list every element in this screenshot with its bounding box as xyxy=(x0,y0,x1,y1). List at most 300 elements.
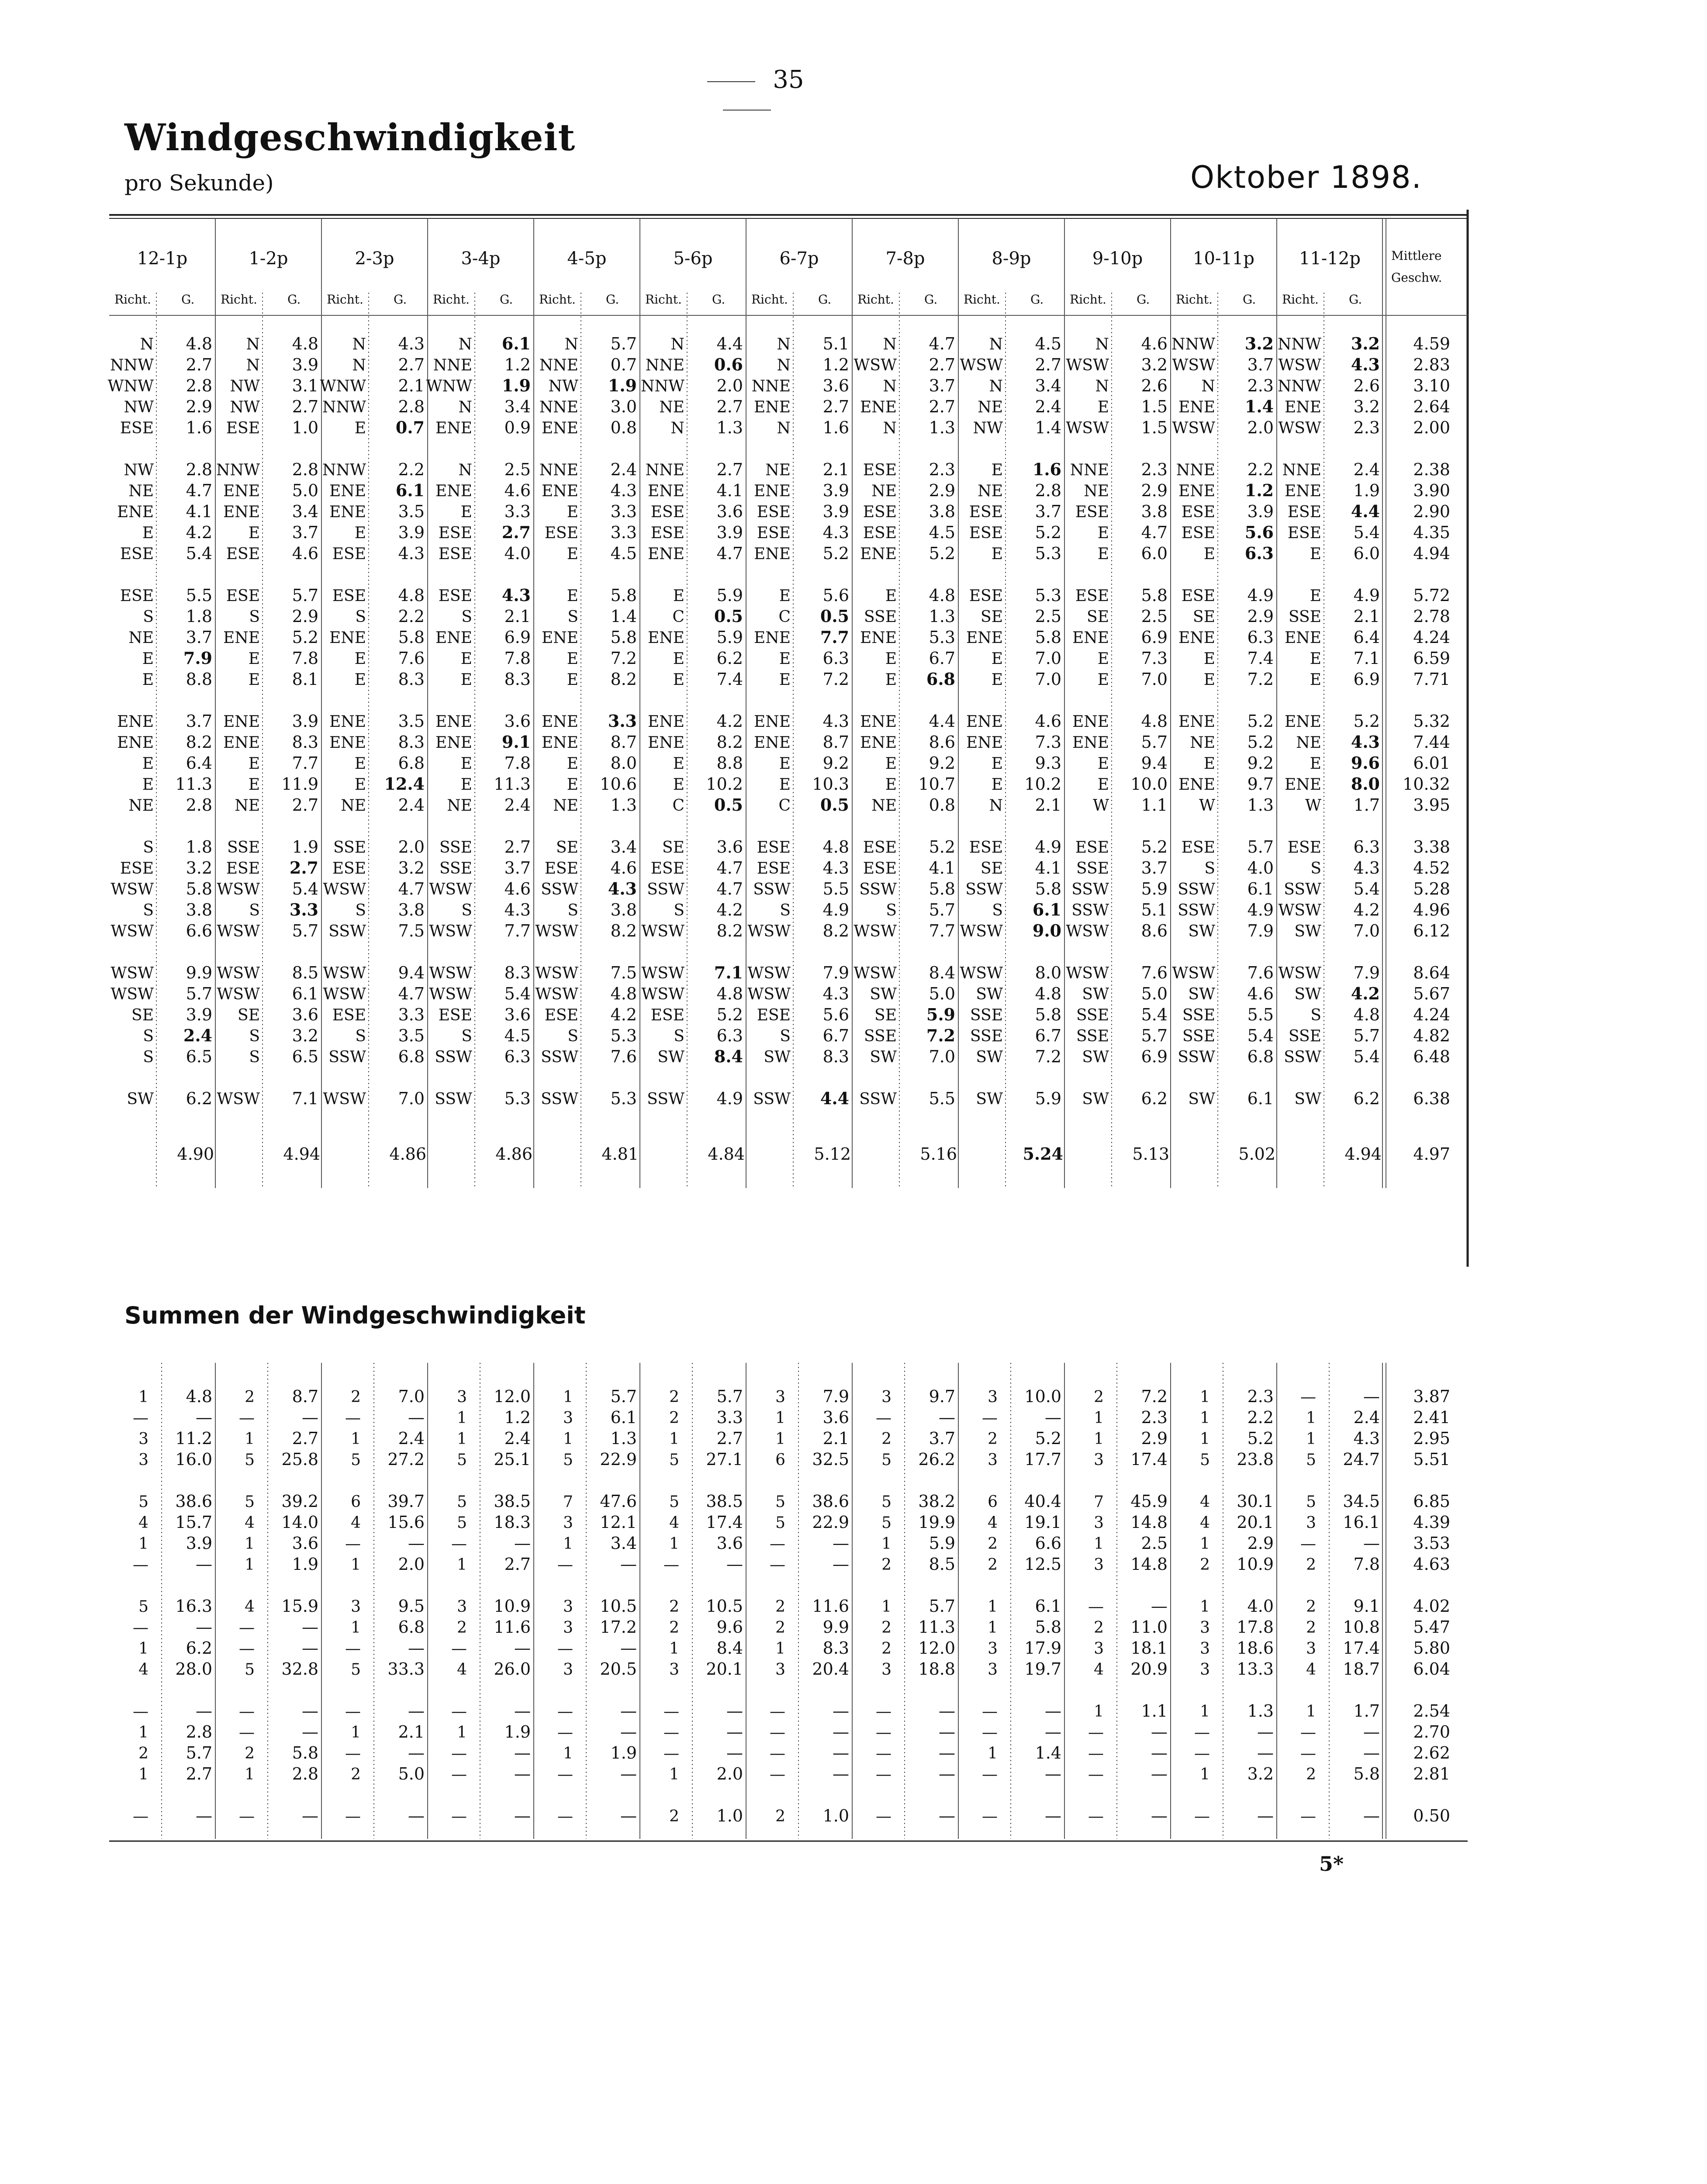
speed-cell: 1.2 xyxy=(1244,480,1274,500)
speed-cell: 8.6 xyxy=(1141,921,1168,940)
count-cell: — xyxy=(451,1766,467,1783)
direction-cell: ESE xyxy=(120,587,154,605)
direction-cell: ENE xyxy=(1284,482,1321,500)
count-cell: 2 xyxy=(775,1619,785,1637)
speed-cell: 2.0 xyxy=(1247,418,1274,437)
count-cell: 1 xyxy=(245,1556,255,1574)
direction-cell: ENE xyxy=(1178,398,1215,416)
speed-cell: 5.4 xyxy=(186,544,212,563)
speed-cell: 5.1 xyxy=(822,334,849,353)
speed-cell: 1.8 xyxy=(186,837,212,857)
count-cell: — xyxy=(133,1409,149,1427)
count-cell: — xyxy=(663,1703,679,1721)
speed-cell: 11.3 xyxy=(494,774,531,794)
direction-cell: ESE xyxy=(120,860,154,878)
speed-cell: 5.8 xyxy=(1035,1005,1061,1024)
direction-cell: E xyxy=(354,524,366,542)
count-cell: 1 xyxy=(351,1430,361,1448)
richt-header: Richt. xyxy=(1070,292,1106,307)
direction-cell: WSW xyxy=(747,923,791,940)
speed-cell: 7.5 xyxy=(398,921,425,940)
count-cell: — xyxy=(663,1745,679,1762)
direction-cell: E xyxy=(567,671,578,689)
count-cell: 2 xyxy=(669,1619,679,1637)
direction-cell: E xyxy=(567,755,578,773)
row-mean: 6.04 xyxy=(1413,1659,1450,1679)
direction-cell: SE xyxy=(981,860,1003,878)
sum-cell: — xyxy=(408,1534,425,1553)
count-cell: — xyxy=(770,1703,785,1721)
count-cell: 5 xyxy=(351,1451,361,1469)
count-cell: 4 xyxy=(669,1514,679,1532)
count-cell: 3 xyxy=(563,1619,573,1637)
direction-cell: ESE xyxy=(969,839,1003,857)
direction-cell: NE xyxy=(1084,482,1109,500)
speed-cell: 3.4 xyxy=(610,837,637,857)
count-cell: — xyxy=(133,1703,149,1721)
count-cell: — xyxy=(557,1703,573,1721)
speed-cell: 1.5 xyxy=(1141,418,1168,437)
direction-cell: ESE xyxy=(969,587,1003,605)
hour-header: 11-12p xyxy=(1299,249,1361,269)
count-cell: 2 xyxy=(988,1556,998,1574)
speed-cell: 6.3 xyxy=(822,649,849,668)
direction-cell: SE xyxy=(1193,608,1215,626)
direction-cell: ESE xyxy=(438,587,472,605)
direction-cell: NNW xyxy=(322,398,366,416)
row-mean: 6.01 xyxy=(1413,753,1450,773)
sum-cell: 10.9 xyxy=(1237,1555,1274,1574)
speed-cell: 3.6 xyxy=(504,712,531,731)
sum-cell: 3.9 xyxy=(186,1534,212,1553)
speed-cell: 4.7 xyxy=(716,544,743,563)
speed-cell: 2.9 xyxy=(1247,607,1274,626)
speed-cell: 6.4 xyxy=(186,753,212,773)
speed-cell: 6.3 xyxy=(716,1026,743,1045)
sum-cell: — xyxy=(514,1638,531,1658)
direction-cell: N xyxy=(777,356,791,374)
speed-cell: 3.4 xyxy=(504,397,531,416)
speed-cell: 3.2 xyxy=(1141,355,1168,374)
page-title: Windgeschwindigkeit xyxy=(124,116,576,159)
direction-cell: ESE xyxy=(1075,503,1109,521)
sum-cell: 9.5 xyxy=(398,1597,425,1616)
direction-cell: E xyxy=(142,650,154,668)
direction-cell: C xyxy=(778,797,791,815)
count-cell: 5 xyxy=(138,1493,149,1511)
count-cell: 1 xyxy=(1094,1409,1104,1427)
sum-cell: — xyxy=(408,1743,425,1762)
speed-cell: 7.0 xyxy=(1353,921,1380,940)
sum-cell: — xyxy=(514,1743,531,1762)
sum-cell: — xyxy=(514,1534,531,1553)
speed-cell: 6.1 xyxy=(501,334,531,353)
speed-cell: 4.3 xyxy=(822,984,849,1003)
count-cell: 2 xyxy=(881,1640,892,1658)
g-header: G. xyxy=(712,292,726,307)
direction-cell: S xyxy=(780,902,791,919)
sum-cell: 19.1 xyxy=(1024,1513,1061,1532)
column-mean: 4.81 xyxy=(601,1144,639,1164)
speed-cell: 1.7 xyxy=(1353,795,1380,815)
sum-cell: 19.7 xyxy=(1024,1659,1061,1679)
speed-cell: 3.2 xyxy=(1351,334,1380,353)
direction-cell: N xyxy=(352,335,366,353)
sum-cell: 14.8 xyxy=(1130,1513,1168,1532)
direction-cell: ENE xyxy=(860,629,897,647)
speed-cell: 9.0 xyxy=(1032,921,1061,940)
direction-cell: ENE xyxy=(223,734,260,752)
count-cell: 5 xyxy=(881,1451,892,1469)
speed-cell: 9.9 xyxy=(186,963,212,982)
speed-cell: 6.3 xyxy=(504,1047,531,1066)
count-cell: — xyxy=(239,1409,255,1427)
direction-cell: SE xyxy=(662,839,684,857)
speed-cell: 6.4 xyxy=(1353,628,1380,647)
count-cell: 3 xyxy=(1094,1451,1104,1469)
count-cell: 1 xyxy=(1200,1598,1210,1616)
direction-cell: E xyxy=(1097,524,1109,542)
row-mean: 2.90 xyxy=(1413,502,1450,521)
speed-cell: 2.1 xyxy=(1035,795,1061,815)
direction-cell: ENE xyxy=(329,503,366,521)
direction-cell: N xyxy=(1095,377,1109,395)
speed-cell: 5.6 xyxy=(1244,522,1274,542)
speed-cell: 5.9 xyxy=(1141,879,1168,898)
direction-cell: SW xyxy=(764,1048,791,1066)
speed-cell: 8.4 xyxy=(714,1047,743,1066)
sum-cell: 2.7 xyxy=(186,1764,212,1783)
speed-cell: 7.9 xyxy=(183,648,212,668)
count-cell: 1 xyxy=(1094,1703,1104,1721)
direction-cell: NNW xyxy=(1277,377,1321,395)
speed-cell: 8.2 xyxy=(186,733,212,752)
direction-cell: NNW xyxy=(640,377,684,395)
sum-cell: 4.8 xyxy=(186,1387,212,1406)
row-mean: 2.41 xyxy=(1413,1408,1450,1427)
speed-cell: 4.6 xyxy=(1141,334,1168,353)
sum-cell: 11.6 xyxy=(812,1597,849,1616)
count-cell: — xyxy=(345,1640,361,1658)
direction-cell: ENE xyxy=(753,398,791,416)
count-cell: 5 xyxy=(457,1514,467,1532)
sum-cell: 38.5 xyxy=(706,1492,743,1511)
speed-cell: 4.7 xyxy=(929,334,955,353)
direction-cell: SE xyxy=(874,1006,897,1024)
direction-cell: ESE xyxy=(1287,839,1321,857)
direction-cell: ENE xyxy=(329,629,366,647)
speed-cell: 8.3 xyxy=(398,733,425,752)
speed-cell: 4.2 xyxy=(186,523,212,542)
count-cell: 2 xyxy=(457,1619,467,1637)
speed-cell: 7.7 xyxy=(292,753,318,773)
sum-cell: 1.7 xyxy=(1353,1701,1380,1721)
speed-cell: 4.4 xyxy=(929,712,955,731)
sum-cell: — xyxy=(726,1722,743,1742)
count-cell: 1 xyxy=(138,1766,149,1783)
count-cell: 3 xyxy=(1094,1514,1104,1532)
direction-cell: NE xyxy=(871,482,897,500)
speed-cell: 4.4 xyxy=(716,334,743,353)
count-cell: — xyxy=(133,1619,149,1637)
speed-cell: 0.5 xyxy=(714,606,743,626)
speed-cell: 4.9 xyxy=(1247,900,1274,919)
sum-cell: 40.4 xyxy=(1024,1492,1061,1511)
sum-cell: 11.0 xyxy=(1130,1617,1168,1637)
speed-cell: 7.4 xyxy=(1247,649,1274,668)
speed-cell: 6.8 xyxy=(1247,1047,1274,1066)
direction-cell: NNW xyxy=(216,461,260,479)
speed-cell: 2.7 xyxy=(398,355,425,374)
speed-cell: 3.7 xyxy=(504,858,531,878)
count-cell: — xyxy=(345,1409,361,1427)
speed-cell: 3.9 xyxy=(822,481,849,500)
direction-cell: E xyxy=(885,776,897,794)
sum-cell: — xyxy=(1363,1387,1380,1406)
speed-cell: 8.0 xyxy=(1351,774,1380,794)
speed-cell: 9.7 xyxy=(1247,774,1274,794)
speed-cell: 2.8 xyxy=(186,376,212,395)
direction-cell: WSW xyxy=(641,964,684,982)
speed-cell: 5.8 xyxy=(1141,586,1168,605)
count-cell: — xyxy=(876,1724,892,1742)
richt-header: Richt. xyxy=(857,292,894,307)
count-cell: — xyxy=(982,1409,998,1427)
speed-cell: 5.7 xyxy=(610,334,637,353)
sum-cell: — xyxy=(1363,1534,1380,1553)
speed-cell: 7.0 xyxy=(929,1047,955,1066)
speed-cell: 4.7 xyxy=(398,879,425,898)
g-header: G. xyxy=(1030,292,1044,307)
sum-cell: 6.8 xyxy=(398,1617,425,1637)
speed-cell: 6.1 xyxy=(1032,900,1061,919)
speed-cell: 6.5 xyxy=(292,1047,318,1066)
sum-cell: 22.9 xyxy=(812,1513,849,1532)
count-cell: 6 xyxy=(351,1493,361,1511)
speed-cell: 4.7 xyxy=(716,879,743,898)
direction-cell: SSW xyxy=(1071,902,1109,919)
count-cell: 3 xyxy=(563,1661,573,1679)
speed-cell: 6.0 xyxy=(1141,544,1168,563)
direction-cell: W xyxy=(1092,797,1109,815)
row-mean: 3.10 xyxy=(1413,376,1450,395)
direction-cell: E xyxy=(673,671,684,689)
speed-cell: 6.2 xyxy=(186,1089,212,1108)
sum-cell: 12.5 xyxy=(1024,1555,1061,1574)
speed-cell: 10.2 xyxy=(1024,774,1061,794)
speed-cell: 7.2 xyxy=(822,670,849,689)
direction-cell: WSW xyxy=(1278,902,1321,919)
speed-cell: 3.6 xyxy=(716,502,743,521)
direction-cell: E xyxy=(1097,545,1109,563)
speed-cell: 4.9 xyxy=(822,900,849,919)
count-cell: 2 xyxy=(245,1388,255,1406)
sum-cell: 17.9 xyxy=(1024,1638,1061,1658)
direction-cell: ENE xyxy=(647,713,684,731)
speed-cell: 5.2 xyxy=(1247,712,1274,731)
count-cell: — xyxy=(239,1619,255,1637)
sum-cell: 1.9 xyxy=(610,1743,637,1762)
sums-title: Summen der Windgeschwindigkeit xyxy=(124,1302,586,1329)
sum-cell: 17.7 xyxy=(1024,1450,1061,1469)
direction-cell: SSW xyxy=(1178,881,1215,898)
direction-cell: E xyxy=(1097,398,1109,416)
count-cell: 1 xyxy=(1200,1409,1210,1427)
speed-cell: 1.0 xyxy=(292,418,318,437)
speed-cell: 4.1 xyxy=(186,502,212,521)
speed-cell: 4.1 xyxy=(929,858,955,878)
speed-cell: 7.2 xyxy=(610,649,637,668)
speed-cell: 5.2 xyxy=(1035,523,1061,542)
speed-cell: 2.3 xyxy=(929,460,955,479)
count-cell: 3 xyxy=(563,1598,573,1616)
direction-cell: NW xyxy=(230,377,260,395)
sum-cell: 18.8 xyxy=(918,1659,955,1679)
count-cell: 3 xyxy=(457,1388,467,1406)
direction-cell: ESE xyxy=(757,860,791,878)
sum-cell: 3.2 xyxy=(1247,1764,1274,1783)
sum-cell: 38.6 xyxy=(175,1492,212,1511)
speed-cell: 4.3 xyxy=(1353,858,1380,878)
direction-cell: E xyxy=(991,776,1003,794)
count-cell: — xyxy=(451,1807,467,1825)
speed-cell: 1.3 xyxy=(610,795,637,815)
direction-cell: SSW xyxy=(435,1090,472,1108)
direction-cell: SSW xyxy=(859,1090,897,1108)
direction-cell: ENE xyxy=(753,629,791,647)
count-cell: 2 xyxy=(881,1430,892,1448)
direction-cell: E xyxy=(248,524,260,542)
speed-cell: 3.9 xyxy=(716,523,743,542)
sum-cell: 2.7 xyxy=(292,1429,318,1448)
direction-cell: ESE xyxy=(1075,839,1109,857)
sum-cell: 2.4 xyxy=(504,1429,531,1448)
speed-cell: 8.3 xyxy=(504,963,531,982)
speed-cell: 4.3 xyxy=(822,523,849,542)
speed-cell: 1.3 xyxy=(716,418,743,437)
count-cell: — xyxy=(451,1535,467,1553)
direction-cell: NE xyxy=(978,482,1003,500)
speed-cell: 1.4 xyxy=(1244,397,1274,416)
sum-cell: 5.8 xyxy=(292,1743,318,1762)
direction-cell: NE xyxy=(871,797,897,815)
speed-cell: 5.6 xyxy=(822,586,849,605)
direction-cell: WSW xyxy=(854,964,897,982)
direction-cell: S xyxy=(249,608,260,626)
speed-cell: 3.3 xyxy=(289,900,318,919)
richt-header: Richt. xyxy=(645,292,682,307)
count-cell: 3 xyxy=(1200,1661,1210,1679)
speed-cell: 8.5 xyxy=(292,963,318,982)
direction-cell: WSW xyxy=(1278,964,1321,982)
speed-cell: 5.8 xyxy=(398,628,425,647)
count-cell: 3 xyxy=(775,1388,785,1406)
speed-cell: 2.1 xyxy=(504,607,531,626)
direction-cell: E xyxy=(248,776,260,794)
count-cell: 1 xyxy=(1306,1430,1316,1448)
speed-cell: 4.3 xyxy=(501,585,531,605)
speed-cell: 6.7 xyxy=(822,1026,849,1045)
sum-cell: 1.9 xyxy=(292,1555,318,1574)
direction-cell: S xyxy=(461,608,472,626)
sum-cell: — xyxy=(1257,1722,1274,1742)
speed-cell: 2.4 xyxy=(183,1026,212,1045)
count-cell: — xyxy=(876,1745,892,1762)
count-cell: 5 xyxy=(245,1493,255,1511)
sum-cell: 2.1 xyxy=(398,1722,425,1742)
sum-cell: — xyxy=(196,1701,212,1721)
direction-cell: SE xyxy=(131,1006,154,1024)
direction-cell: N xyxy=(140,335,154,353)
speed-cell: 7.2 xyxy=(1247,670,1274,689)
sum-cell: — xyxy=(833,1722,849,1742)
row-mean: 3.87 xyxy=(1413,1387,1450,1406)
sum-cell: 5.0 xyxy=(398,1764,425,1783)
speed-cell: 5.8 xyxy=(1035,879,1061,898)
direction-cell: ESE xyxy=(1181,587,1215,605)
direction-cell: SW xyxy=(1294,1090,1321,1108)
direction-cell: ENE xyxy=(1178,776,1215,794)
speed-cell: 11.9 xyxy=(281,774,318,794)
direction-cell: ESE xyxy=(650,1006,684,1024)
count-cell: 3 xyxy=(138,1430,149,1448)
direction-cell: WNW xyxy=(107,377,154,395)
count-cell: — xyxy=(451,1640,467,1658)
speed-cell: 2.7 xyxy=(929,355,955,374)
speed-cell: 5.4 xyxy=(1353,523,1380,542)
direction-cell: E xyxy=(1097,776,1109,794)
sum-cell: 5.9 xyxy=(929,1534,955,1553)
speed-cell: 6.2 xyxy=(1353,1089,1380,1108)
sum-cell: — xyxy=(833,1743,849,1762)
direction-cell: ENE xyxy=(223,713,260,731)
richt-header: Richt. xyxy=(114,292,151,307)
direction-cell: WSW xyxy=(1172,419,1215,437)
direction-cell: E xyxy=(991,650,1003,668)
count-cell: 7 xyxy=(1094,1493,1104,1511)
speed-cell: 1.4 xyxy=(610,607,637,626)
sum-cell: 3.6 xyxy=(822,1408,849,1427)
direction-cell: N xyxy=(777,335,791,353)
row-mean: 6.85 xyxy=(1413,1492,1450,1511)
column-mean: 5.02 xyxy=(1238,1144,1275,1164)
direction-cell: SSW xyxy=(1178,902,1215,919)
direction-cell: S xyxy=(249,902,260,919)
direction-cell: ENE xyxy=(1284,776,1321,794)
hour-header: 4-5p xyxy=(567,249,607,269)
sum-cell: 8.4 xyxy=(716,1638,743,1658)
count-cell: — xyxy=(876,1703,892,1721)
speed-cell: 7.6 xyxy=(1141,963,1168,982)
speed-cell: 5.9 xyxy=(716,628,743,647)
sum-cell: 1.2 xyxy=(504,1408,531,1427)
direction-cell: E xyxy=(1097,671,1109,689)
row-mean: 7.44 xyxy=(1413,733,1450,752)
speed-cell: 6.1 xyxy=(1247,1089,1274,1108)
speed-cell: 1.2 xyxy=(822,355,849,374)
count-cell: — xyxy=(1088,1745,1104,1762)
count-cell: 3 xyxy=(1306,1514,1316,1532)
direction-cell: SSW xyxy=(435,1048,472,1066)
direction-cell: NNE xyxy=(1282,461,1321,479)
speed-cell: 10.7 xyxy=(918,774,955,794)
count-cell: — xyxy=(557,1807,573,1825)
speed-cell: 4.8 xyxy=(716,984,743,1003)
direction-cell: ENE xyxy=(647,482,684,500)
count-cell: 4 xyxy=(457,1661,467,1679)
direction-cell: W xyxy=(1305,797,1321,815)
g-header: G. xyxy=(1137,292,1150,307)
